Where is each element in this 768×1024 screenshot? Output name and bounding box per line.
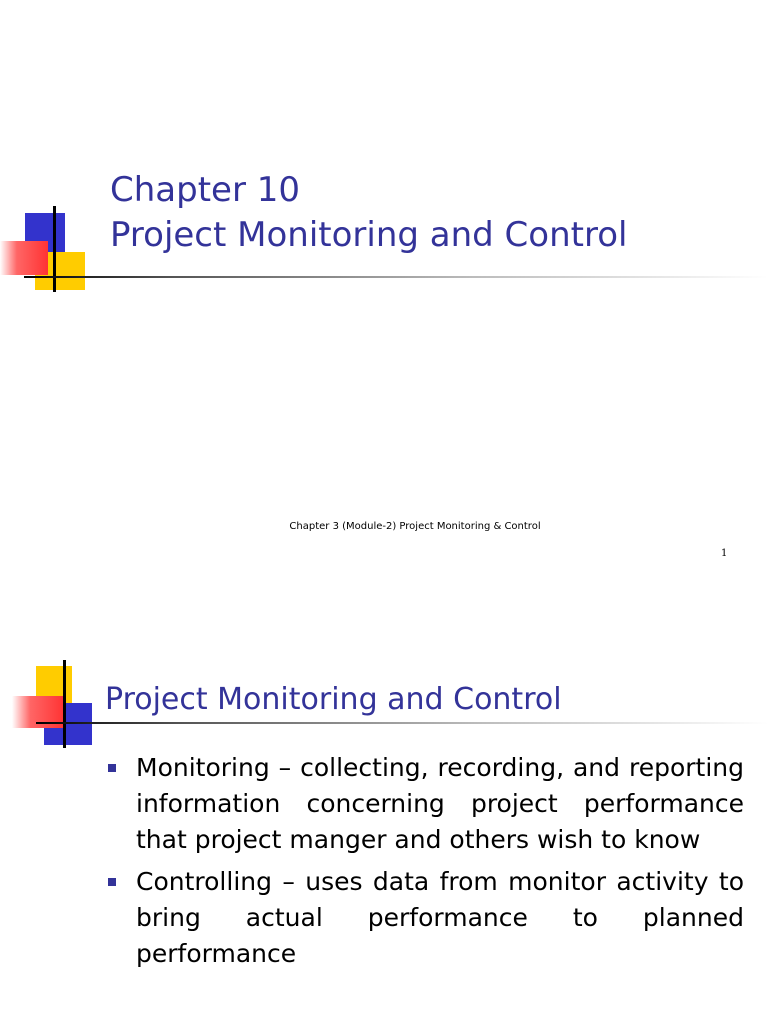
- chapter-number: Chapter 10: [110, 170, 301, 210]
- chapter-name: Project Monitoring and Control: [110, 215, 628, 255]
- slide-title: Project Monitoring and Control: [105, 682, 562, 717]
- square-bullet-icon: [108, 764, 116, 772]
- chapter-title: [110, 168, 627, 258]
- bullet-item: [104, 864, 744, 972]
- title-underline: [24, 276, 768, 278]
- bullet-list: [104, 750, 744, 978]
- content-slide: [0, 600, 768, 1024]
- bullet-text: Monitoring – collecting, recording, and reporting information concerning project performance that project manger and others wish to know: [136, 753, 744, 854]
- vertical-line: [63, 660, 66, 748]
- bullet-item: [104, 750, 744, 858]
- slide-footer: Chapter 3 (Module-2) Project Monitoring & Control: [289, 521, 541, 532]
- title-underline: [36, 722, 768, 724]
- page-number: 1: [721, 548, 728, 559]
- red-bar: [0, 241, 48, 275]
- bullet-text: Controlling – uses data from monitor activity to bring actual performance to planned performance: [136, 867, 744, 968]
- square-bullet-icon: [108, 878, 116, 886]
- vertical-line: [53, 206, 56, 292]
